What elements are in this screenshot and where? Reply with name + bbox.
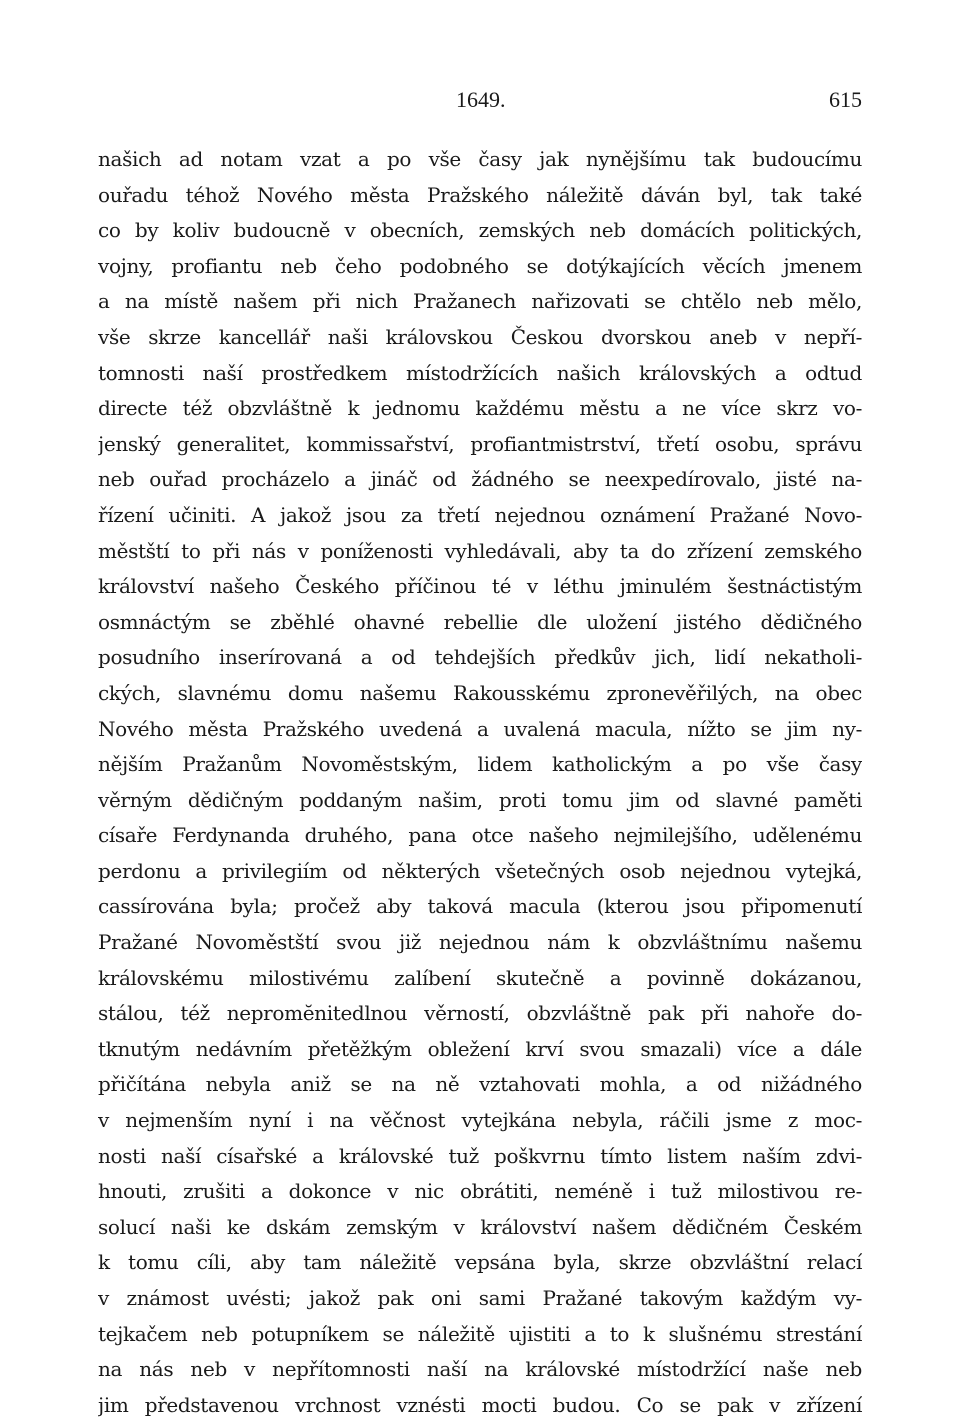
text-line: k tomu cíli, aby tam náležitě vepsána byla, skrze obzvláštní relací <box>98 1250 862 1275</box>
text-line: řízení učiniti. A jakož jsou za třetí nejednou oznámení Pražané Novo- <box>98 502 862 527</box>
text-line: císaře Ferdynanda druhého, pana otce našeho nejmilejšího, udělenému <box>98 823 862 848</box>
text-line: městští to při nás v poníženosti vyhledávali, aby ta do zřízení zemského <box>98 538 862 563</box>
text-line: královskému milostivému zalíbení skutečně a povinně dokázanou, <box>98 965 862 990</box>
text-line: na nás neb v nepřítomnosti naší na královské místodržící naše neb <box>98 1357 862 1382</box>
text-line: tejkačem neb potupníkem se náležitě ujistiti a to k slušnému strestání <box>98 1321 862 1346</box>
text-line: directe též obzvláštně k jednomu každému městu a ne více skrz vo- <box>98 396 862 421</box>
text-line: vše skrze kancellář naši královskou Českou dvorskou aneb v nepří- <box>98 324 862 349</box>
text-line: jim představenou vrchnost vznésti mocti budou. Co se pak v zřízení <box>98 1392 862 1417</box>
text-line: nosti naší císařské a královské tuž poškvrnu tímto listem naším zdvi- <box>98 1143 862 1168</box>
text-line: království našeho Českého příčinou té v léthu jminulém šestnáctistým <box>98 574 862 599</box>
page-number: 615 <box>829 87 862 112</box>
text-line: přičítána nebyla aniž se na ně vztahovati mohla, a od nižádného <box>98 1072 862 1097</box>
text-line: ouřadu téhož Nového města Pražského náležitě dáván byl, tak také <box>98 182 862 207</box>
body-text <box>98 142 862 1423</box>
text-line: v nejmenším nyní i na věčnost vytejkána nebyla, ráčili jsme z moc- <box>98 1108 862 1133</box>
text-line: jenský generalitet, kommissařství, profiantmistrství, třetí osobu, správu <box>98 431 862 456</box>
text-line: vojny, profiantu neb čeho podobného se dotýkajících věcích jmenem <box>98 253 862 278</box>
text-line: věrným dědičným poddaným našim, proti tomu jim od slavné paměti <box>98 787 862 812</box>
text-line: stálou, též nepromĕnitedlnou věrností, obzvláštně pak při nahoře do- <box>98 1001 862 1026</box>
text-line: Pražané Novoměstští svou již nejednou nám k obzvláštnímu našemu <box>98 930 862 955</box>
text-line: Nového města Pražského uvedená a uvalená macula, nížto se jim ny- <box>98 716 862 741</box>
text-line: tknutým nedávním přetěžkým obležení krví svou smazali) více a dále <box>98 1036 862 1061</box>
text-line: osmnáctým se zběhlé ohavné rebellie dle uložení jistého dědičného <box>98 609 862 634</box>
text-line: a na místě našem při nich Pražanech nařizovati se chtělo neb mělo, <box>98 289 862 314</box>
text-line: tomnosti naší prostředkem místodržících našich královských a odtud <box>98 360 862 385</box>
text-line: hnouti, zrušiti a dokonce v nic obrátiti, neméně i tuž milostivou re- <box>98 1179 862 1204</box>
text-line: neb ouřad procházelo a jináč od žádného se neexpedírovalo, jisté na- <box>98 467 862 492</box>
text-line: solucí naši ke dskám zemským v království našem dědičném Českém <box>98 1214 862 1239</box>
text-line: našich ad notam vzat a po vše časy jak nynějšímu tak budoucímu <box>98 147 862 171</box>
text-line: perdonu a privilegiím od některých všetečných osob nejednou vytejká, <box>98 858 862 883</box>
text-line: posudního inserírovaná a od tehdejších předkův jich, lidí nekatholi- <box>98 645 862 670</box>
text-line: nějším Pražanům Novoměstským, lidem katholickým a po vše časy <box>98 752 862 777</box>
header-year: 1649. <box>456 87 506 112</box>
text-line: cassírována byla; pročež aby taková macula (kterou jsou připomenutí <box>98 894 862 919</box>
text-line: v známost uvésti; jakož pak oni sami Pražané takovým každým vy- <box>98 1286 862 1310</box>
running-head <box>98 84 862 116</box>
text-line: ckých, slavnému domu našemu Rakousskému zpronevěřilých, na obec <box>98 680 862 705</box>
text-line: co by koliv budoucně v obecních, zemských neb domácích politických, <box>98 218 862 243</box>
